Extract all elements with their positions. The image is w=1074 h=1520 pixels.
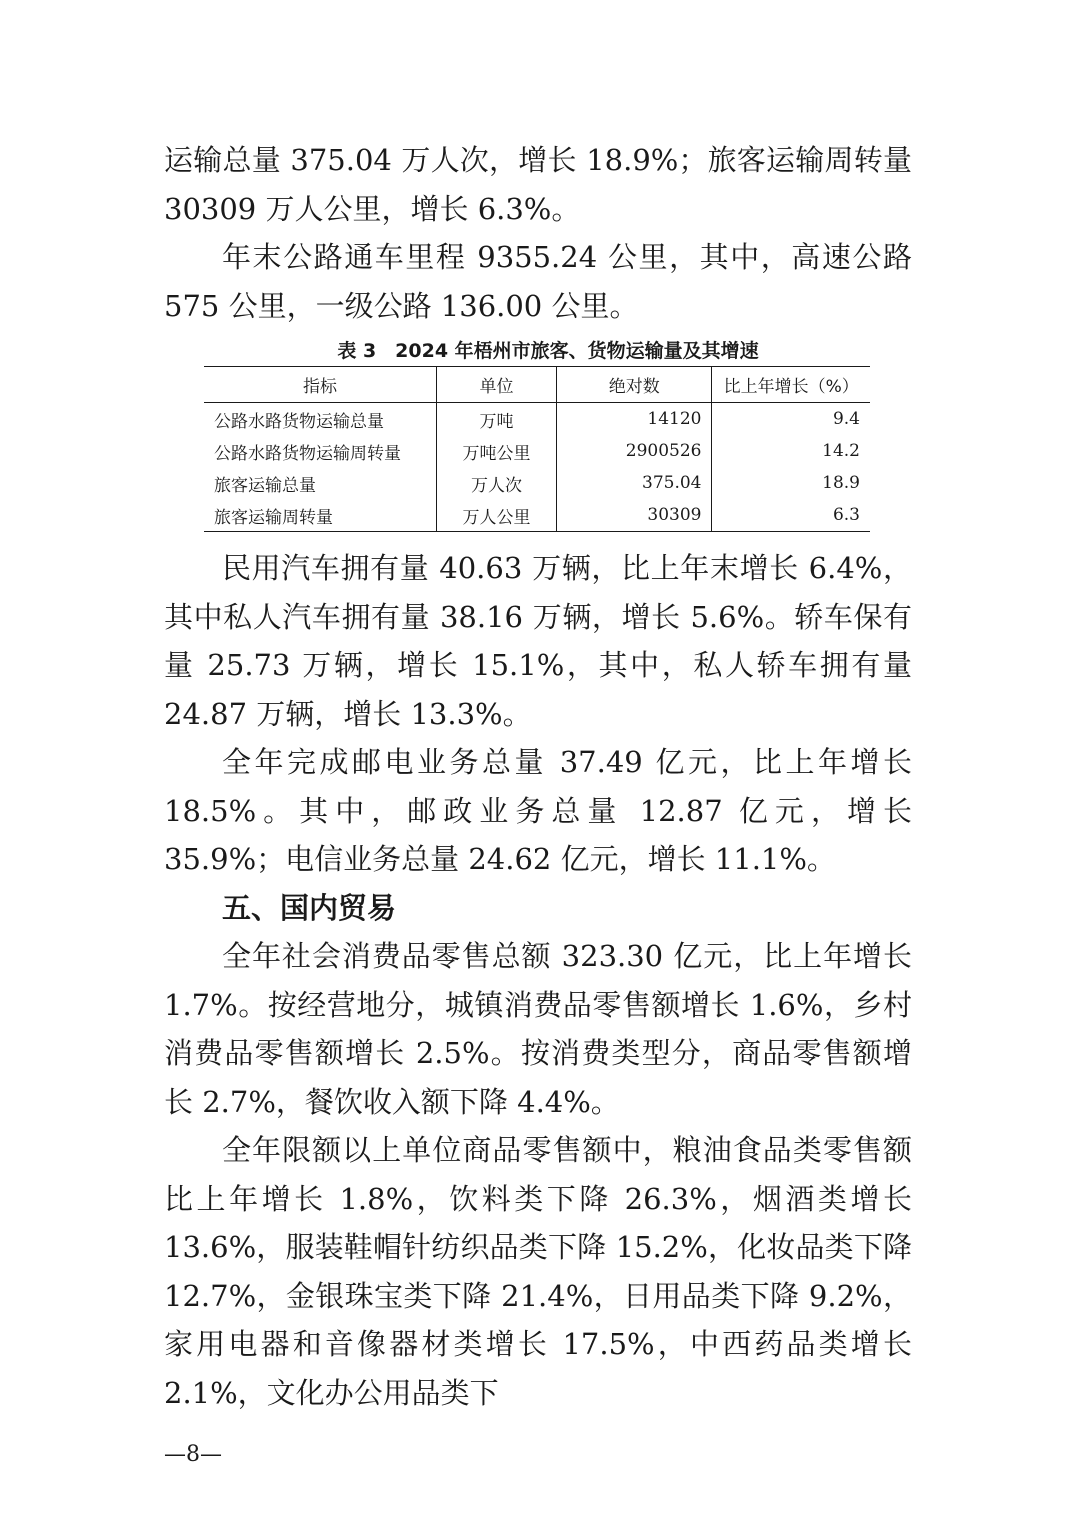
table-row — [204, 403, 870, 436]
paragraph-retail-categories: 全年限额以上单位商品零售额中，粮油食品类零售额比上年增长 1.8%，饮料类下降 26.3%，烟酒类增长 13.6%，服装鞋帽针纺织品类下降 15.2%，化妆品类下降 12.7%，金银珠宝类下降 21.4%，日用品类下降 9.2%，家用电器和音像器材类增长 17.5%，中西药品类增长 2.1%，文化办公用品类下 — [164, 1133, 912, 1410]
cell-indicator: 公路水路货物运输周转量 — [214, 443, 401, 464]
transport-table — [204, 366, 870, 532]
section-heading-domestic-trade: 五、国内贸易 — [222, 890, 397, 925]
header-absolute: 绝对数 — [556, 367, 712, 403]
cell-growth: 9.4 — [712, 403, 870, 436]
paragraph-transport-passenger: 运输总量 375.04 万人次，增长 18.9%；旅客运输周转量 30309 万人公里，增长 6.3%。 — [164, 143, 912, 226]
paragraph-road-mileage: 年末公路通车里程 9355.24 公里，其中，高速公路 575 公里，一级公路 136.00 公里。 — [164, 240, 912, 323]
paragraph-retail-sales: 全年社会消费品零售总额 323.30 亿元，比上年增长 1.7%。按经营地分，城镇消费品零售额增长 1.6%，乡村消费品零售额增长 2.5%。按消费类型分，商品零售额增长 2.7%，餐饮收入额下降 4.4%。 — [164, 939, 912, 1119]
table-header-row — [204, 367, 870, 403]
cell-growth: 18.9 — [712, 467, 870, 499]
cell-absolute: 14120 — [556, 403, 712, 436]
cell-unit: 万人次 — [437, 467, 557, 499]
cell-unit: 万人公里 — [437, 499, 557, 532]
cell-absolute: 375.04 — [556, 467, 712, 499]
paragraph-postal-telecom: 全年完成邮电业务总量 37.49 亿元，比上年增长 18.5%。其中，邮政业务总量 12.87 亿元，增长 35.9%；电信业务总量 24.62 亿元，增长 11.1%。 — [164, 745, 912, 876]
header-unit: 单位 — [437, 367, 557, 403]
table-row — [204, 467, 870, 499]
header-growth: 比上年增长（%） — [712, 367, 870, 403]
cell-growth: 14.2 — [712, 435, 870, 467]
paragraph-vehicles: 民用汽车拥有量 40.63 万辆，比上年末增长 6.4%，其中私人汽车拥有量 38.16 万辆，增长 5.6%。轿车保有量 25.73 万辆，增长 15.1%，其中，私人轿车拥有量 24.87 万辆，增长 13.3%。 — [164, 551, 912, 731]
table-row — [204, 435, 870, 467]
cell-absolute: 30309 — [556, 499, 712, 532]
transport-table-block — [164, 336, 912, 532]
cell-absolute: 2900526 — [556, 435, 712, 467]
cell-indicator: 公路水路货物运输总量 — [214, 411, 384, 432]
page-number: —8— — [164, 1442, 222, 1467]
cell-indicator: 旅客运输总量 — [214, 475, 316, 496]
table-row — [204, 499, 870, 532]
cell-unit: 万吨 — [437, 403, 557, 436]
cell-indicator: 旅客运输周转量 — [204, 499, 437, 532]
cell-unit: 万吨公里 — [437, 435, 557, 467]
document-page — [164, 136, 912, 1417]
table-title: 表 3 2024 年梧州市旅客、货物运输量及其增速 — [337, 340, 759, 362]
cell-growth: 6.3 — [712, 499, 870, 532]
header-indicator: 指标 — [204, 367, 437, 403]
